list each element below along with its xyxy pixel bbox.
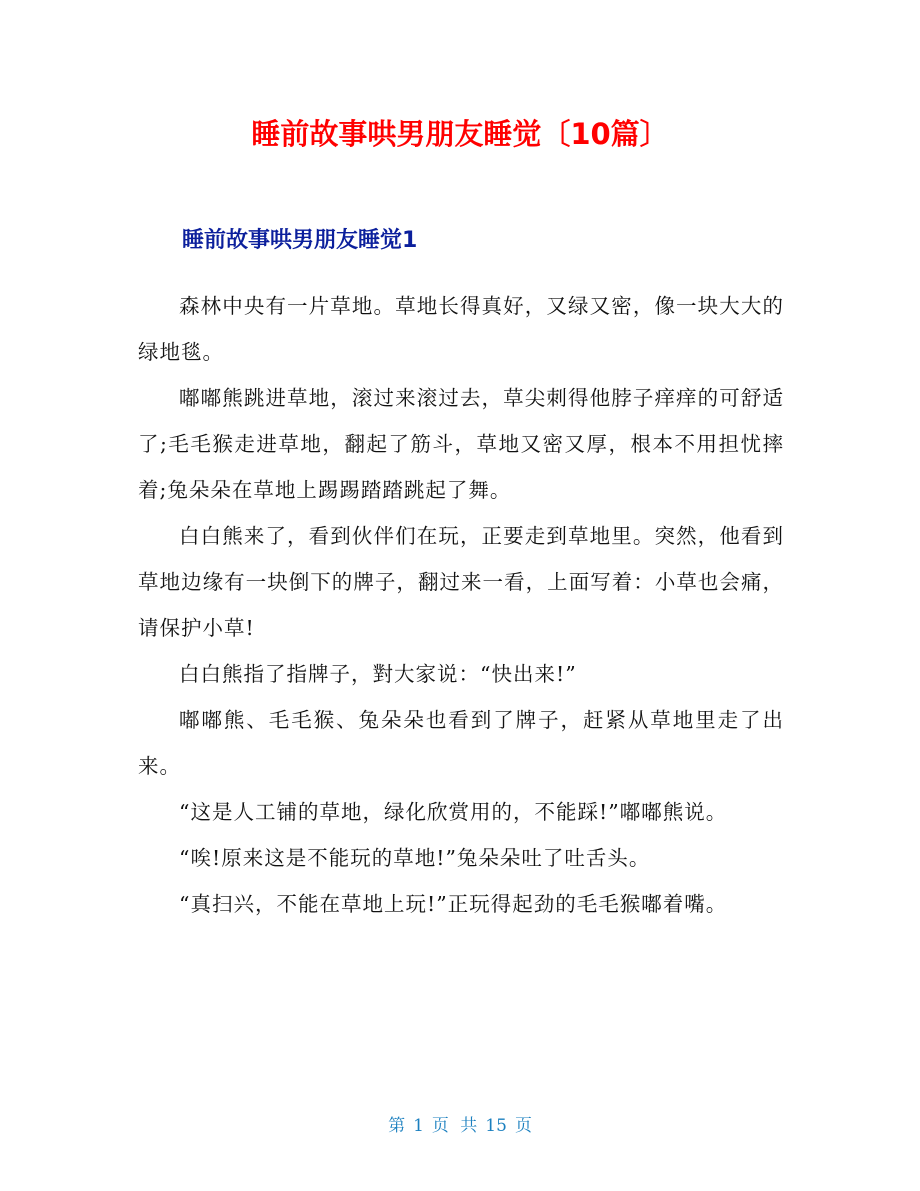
- footer-middle: 页 共: [431, 1116, 478, 1136]
- footer-prefix: 第: [388, 1116, 406, 1136]
- footer-page-number: 1: [413, 1116, 424, 1136]
- paragraph: 嘟嘟熊跳进草地，滚过来滚过去，草尖刺得他脖子痒痒的可舒适了;毛毛猴走进草地，翻起了筋斗，草地又密又厚，根本不用担忧摔着;兔朵朵在草地上踢踢踏踏跳起了舞。: [138, 386, 784, 502]
- page-footer: [0, 1114, 920, 1138]
- footer-total-pages: 15: [485, 1116, 507, 1136]
- paragraph: 森林中央有一片草地。草地长得真好，又绿又密，像一块大大的绿地毯。: [138, 294, 784, 364]
- story-body: [138, 283, 784, 927]
- footer-suffix: 页: [514, 1116, 532, 1136]
- paragraph: 嘟嘟熊、毛毛猴、兔朵朵也看到了牌子，赶紧从草地里走了出来。: [138, 708, 784, 778]
- paragraph: 白白熊指了指牌子，對大家说：“快出来!”: [179, 662, 577, 686]
- paragraph: “这是人工铺的草地，绿化欣赏用的，不能踩!”嘟嘟熊说。: [179, 800, 728, 824]
- section-title: 睡前故事哄男朋友睡觉1: [182, 228, 418, 253]
- paragraph: “真扫兴，不能在草地上玩!”正玩得起劲的毛毛猴嘟着嘴。: [179, 892, 728, 916]
- paragraph: 白白熊来了，看到伙伴们在玩，正要走到草地里。突然，他看到草地边缘有一块倒下的牌子，翻过来一看，上面写着：小草也会痛，请保护小草!: [138, 524, 784, 640]
- paragraph: “唉!原来这是不能玩的草地!”兔朵朵吐了吐舌头。: [179, 846, 651, 870]
- document-title: 睡前故事哄男朋友睡觉〔10篇〕: [251, 117, 669, 151]
